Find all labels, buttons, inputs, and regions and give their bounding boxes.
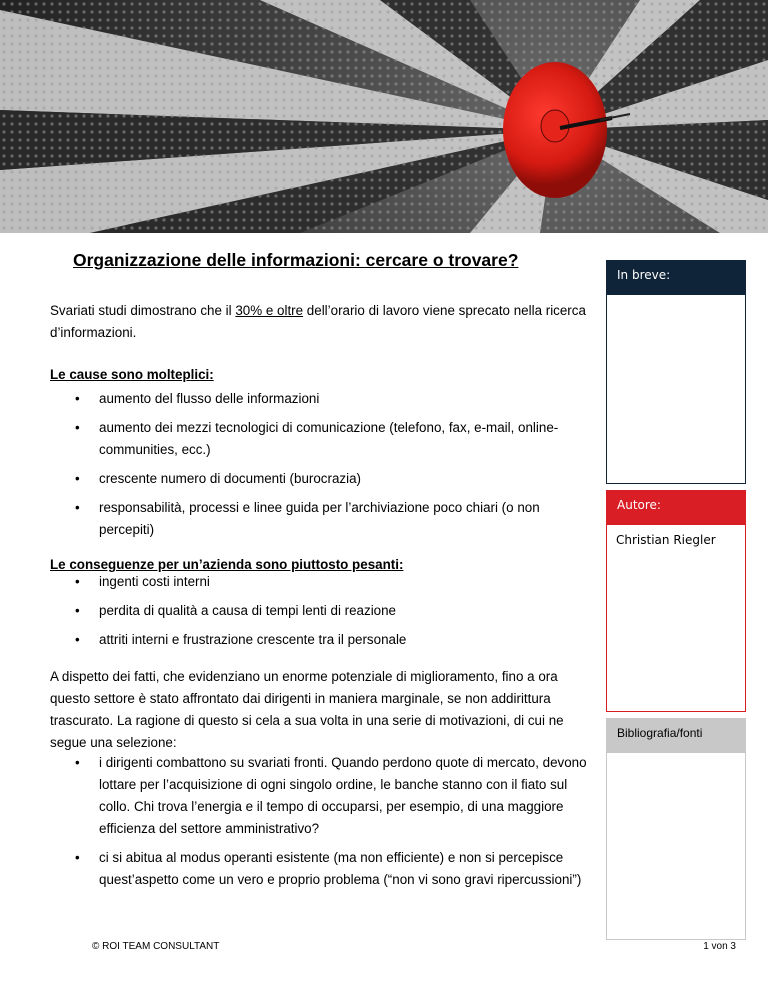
summary-box-header: In breve: (607, 261, 745, 295)
intro-paragraph (50, 300, 590, 344)
consequences-heading: Le conseguenze per un’azienda sono piuttosto pesanti: (50, 557, 404, 572)
bullet-icon: • (75, 755, 80, 770)
sources-box (606, 718, 746, 940)
causes-list (50, 388, 595, 548)
consequences-list (50, 571, 595, 658)
list-item: • aumento dei mezzi tecnologici di comunicazione (telefono, fax, e-mail, online-communities, ecc.) (50, 417, 595, 461)
author-name: Christian Riegler (616, 533, 716, 547)
list-item: • crescente numero di documenti (burocrazia) (50, 468, 595, 490)
summary-box (606, 260, 746, 484)
hero-dartboard-image (0, 0, 768, 233)
intro-text-end: dell’orario di lavoro viene sprecato nella ricerca d’informazioni. (50, 303, 586, 340)
sources-box-header: Bibliografia/fonti (607, 719, 745, 753)
bullet-icon: • (75, 471, 80, 486)
reasons-list (50, 752, 595, 898)
article-title: Organizzazione delle informazioni: cercare o trovare? (73, 250, 519, 270)
bullet-icon: • (75, 500, 80, 515)
dartboard-illustration (0, 0, 768, 233)
author-box-header: Autore: (607, 491, 745, 525)
list-item: • i dirigenti combattono su svariati fronti. Quando perdono quote di mercato, devono lottare per l’acquisizione di ogni singolo ordine, le banche stanno con il fiato sul collo. Chi trova l’energia e il tempo di occuparsi, per esempio, di una maggiore efficienza del settore amministrativo? (50, 752, 595, 840)
list-item: • ingenti costi interni (50, 571, 595, 593)
causes-heading: Le cause sono molteplici: (50, 367, 214, 382)
footer-copyright: © ROI TEAM CONSULTANT (92, 941, 220, 952)
bullet-icon: • (75, 574, 80, 589)
list-item: • perdita di qualità a causa di tempi lenti di reazione (50, 600, 595, 622)
bullet-icon: • (75, 850, 80, 865)
bullet-icon: • (75, 391, 80, 406)
bullet-icon: • (75, 420, 80, 435)
intro-text-start: Svariati studi dimostrano che il (50, 303, 236, 318)
bullet-icon: • (75, 632, 80, 647)
list-item: • responsabilità, processi e linee guida per l’archiviazione poco chiari (o non percepiti) (50, 497, 595, 541)
intro-highlight: 30% e oltre (235, 303, 304, 318)
body-paragraph: A dispetto dei fatti, che evidenziano un enorme potenziale di miglioramento, fino a ora questo settore è stato affrontato dai dirigenti in maniera marginale, se non addirittura trascurato. La ragione di questo si cela a sua volta in una serie di motivazioni, di cui ne segue una selezione: (50, 669, 564, 750)
bullet-icon: • (75, 603, 80, 618)
author-box (606, 490, 746, 712)
list-item: • ci si abitua al modus operanti esistente (ma non efficiente) e non si percepisce quest’aspetto come un vero e proprio problema (“non vi sono gravi ripercussioni”) (50, 847, 595, 891)
list-item: • attriti interni e frustrazione crescente tra il personale (50, 629, 595, 651)
page-number: 1 von 3 (703, 941, 736, 952)
list-item: • aumento del flusso delle informazioni (50, 388, 595, 410)
